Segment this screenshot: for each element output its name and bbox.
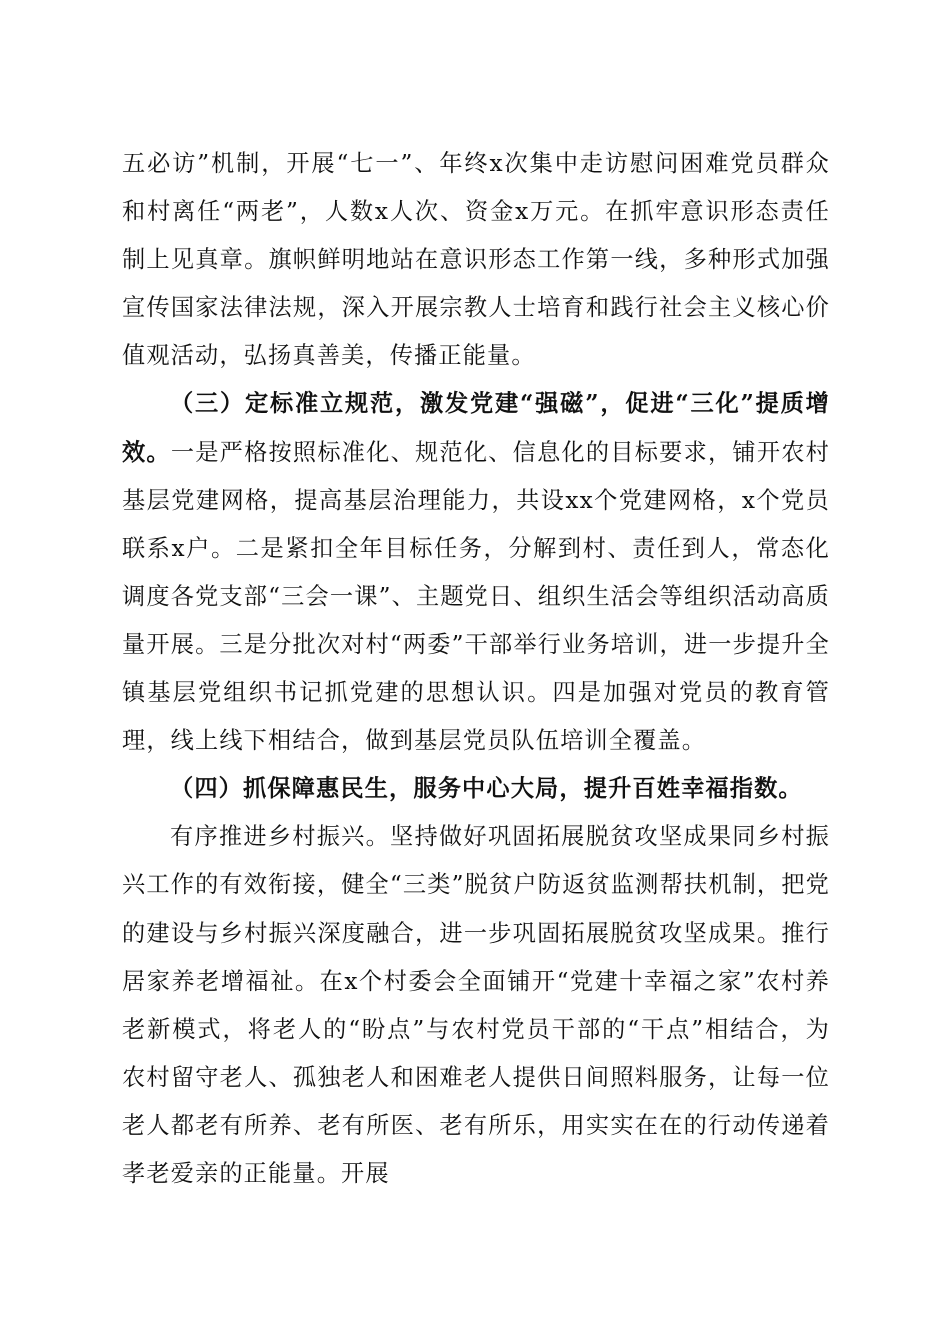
document-body [122, 140, 830, 1198]
heading-text: （四）抓保障惠民生，服务中心大局，提升百姓幸福指数。 [170, 775, 803, 803]
paragraph-text: 有序推进乡村振兴。坚持做好巩固拓展脱贫攻坚成果同乡村振兴工作的有效衔接，健全“三类”脱贫户防返贫监测帮扶机制，把党的建设与乡村振兴深度融合，进一步巩固拓展脱贫攻坚成果。推行居家养老增福祉。在x个村委会全面铺开“党建十幸福之家”农村养老新模式，将老人的“盼点”与农村党员干部的“干点”相结合，为农村留守老人、孤独老人和困难老人提供日间照料服务，让每一位老人都老有所养、老有所医、老有所乐，用实实在在的行动传递着孝老爱亲的正能量。开展 [122, 823, 830, 1187]
paragraph-continued [122, 140, 830, 380]
paragraph-section-three [122, 380, 830, 765]
paragraph-text: 五必访”机制，开展“七一”、年终x次集中走访慰问困难党员群众和村离任“两老”，人数x人次、资金x万元。在抓牢意识形态责任制上见真章。旗帜鲜明地站在意识形态工作第一线，多种形式加强宣传国家法律法规，深入开展宗教人士培育和践行社会主义核心价值观活动，弘扬真善美，传播正能量。 [122, 150, 830, 370]
section-heading-four [122, 765, 830, 813]
paragraph-rural-revitalization [122, 813, 830, 1198]
section-heading-three: （三）定标准立规范，激发党建“强磁”，促进“三化”提质增效。 [122, 390, 830, 466]
paragraph-text: 一是严格按照标准化、规范化、信息化的目标要求，铺开农村基层党建网格，提高基层治理能力，共设xx个党建网格，x个党员联系x户。二是紧扣全年目标任务，分解到村、责任到人，常态化调度各党支部“三会一课”、主题党日、组织生活会等组织活动高质量开展。三是分批次对村“两委”干部举行业务培训，进一步提升全镇基层党组织书记抓党建的思想认识。四是加强对党员的教育管理，线上线下相结合，做到基层党员队伍培训全覆盖。 [122, 438, 830, 755]
